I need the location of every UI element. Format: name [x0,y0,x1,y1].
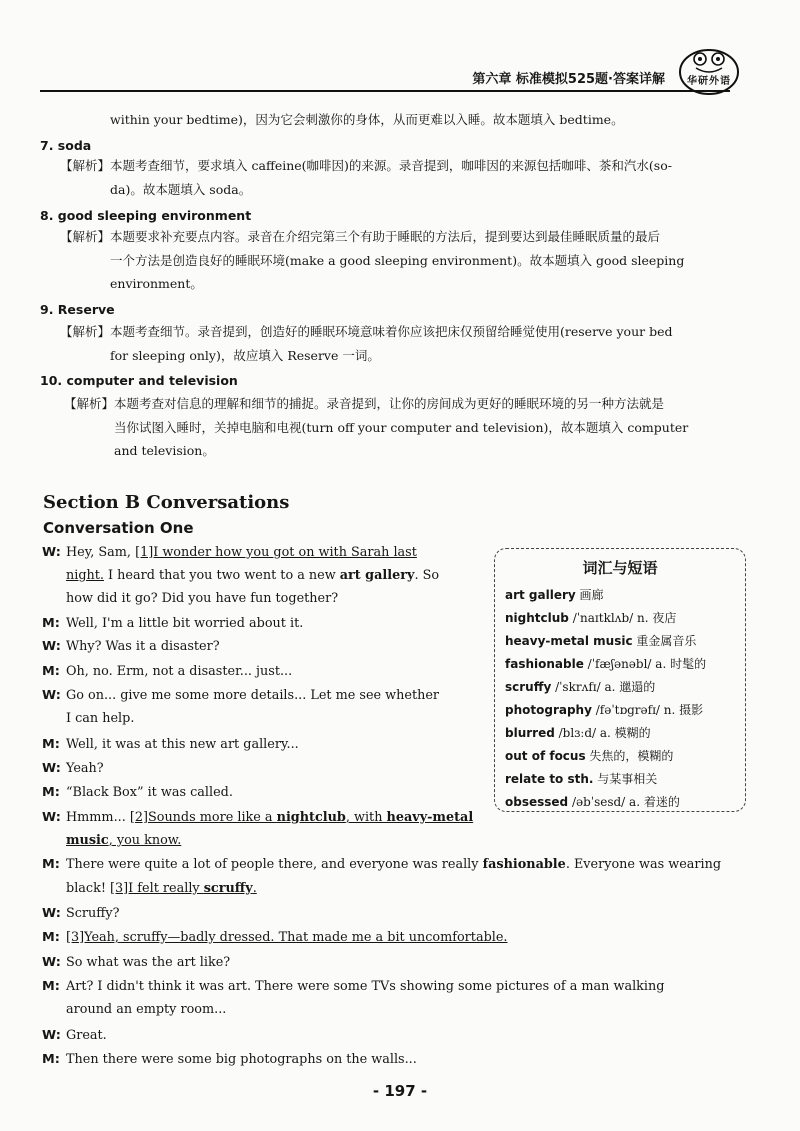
speaker-label: M: [42,737,60,752]
text: Well, I'm a little bit worried about it. [66,616,304,631]
speaker-label: M: [42,664,60,679]
answer-underline: night. [66,568,104,583]
vocab-term: scruffy [203,881,253,896]
vocab-item [505,632,696,649]
explanation-9 [60,320,744,367]
text: Why? Was it a disaster? [66,639,220,654]
dialogue-line [66,829,181,852]
explanation-tag: 【解析】 [60,229,111,244]
dialogue-line [42,853,721,876]
dialogue-line [42,926,508,949]
vocabulary-title: 词汇与短语 [582,559,658,577]
explanation-8 [60,225,744,296]
text: Yeah? [66,761,104,776]
dialogue-line [42,635,220,658]
dialogue-line [42,757,104,780]
explanation-line: 本题考查对信息的理解和细节的捕捉。录音提到，让你的房间成为更好的睡眠环境的另一种方法就是 [114,396,665,411]
vocab-item [505,678,655,695]
speaker-label: M: [42,857,60,872]
vocab-term: music [66,833,109,848]
speaker-label: W: [42,955,61,970]
vocab-word: scruffy [505,680,552,694]
dialogue-line [42,733,299,756]
speaker-label: W: [42,639,61,654]
vocab-word: art gallery [505,588,576,602]
explanation-line: and television。 [114,443,215,458]
explanation-tag: 【解析】 [64,396,115,411]
vocab-word: obsessed [505,795,569,809]
text: Go on... give me some more details... Let me see whether [66,688,440,703]
vocab-item [505,586,604,603]
vocab-definition: 失焦的，模糊的 [585,749,674,763]
dialogue-line [66,877,257,900]
dialogue-line [42,541,417,564]
dialogue-line [42,1024,107,1047]
vocab-item [505,793,680,810]
vocab-definition: /fəˈtɒgrəfɪ/ n. 摄影 [591,703,704,717]
header-title: 第六章 标准模拟525题·答案详解 [472,72,665,87]
conversation-title: Conversation One [43,519,194,537]
explanation-tag: 【解析】 [60,158,111,173]
vocab-item [505,770,657,787]
vocab-definition: /ˈnaɪtklʌb/ n. 夜店 [568,611,677,625]
vocab-definition: /əbˈsesd/ a. 着迷的 [568,795,680,809]
dialogue-line [42,1048,417,1071]
speaker-label: M: [42,1052,60,1067]
dialogue-line [66,564,439,587]
vocab-definition: /blɜːd/ a. 模糊的 [554,726,651,740]
vocab-item [505,655,706,672]
answer-underline: , with [345,810,387,825]
speaker-label: W: [42,688,61,703]
vocab-item [505,701,703,718]
answer-9: 9. Reserve [40,302,115,317]
explanation-10 [64,392,748,463]
speaker-label: W: [42,545,61,560]
explanation-line: for sleeping only)，故应填入 Reserve 一词。 [110,347,380,363]
speaker-label: W: [42,761,61,776]
text: There were quite a lot of people there, and everyone was really [66,857,483,872]
header-rule [40,90,730,92]
vocab-definition: 与某事相关 [593,772,658,786]
explanation-line: 当你试图入睡时，关掉电脑和电视(turn off your computer and television)，故本题填入 computer [114,419,689,435]
explanation-line: environment。 [110,276,203,291]
vocab-definition: 画廊 [575,588,604,602]
explanation-line: 本题要求补充要点内容。录音在介绍完第三个有助于睡眠的方法后，提到要达到最佳睡眠质量的最后 [110,229,661,244]
dialogue-line [42,975,664,998]
vocab-word: nightclub [505,611,569,625]
vocab-item [505,609,676,626]
vocab-definition: 重金属音乐 [632,634,697,648]
answer-underline: , you know. [108,833,182,848]
vocab-word: photography [505,703,592,717]
text: Hey, Sam, [66,545,136,560]
speaker-label: W: [42,1028,61,1043]
explanation-line: da)。故本题填入 soda。 [110,181,252,197]
dialogue-line: around an empty room... [66,1002,227,1017]
explanation-7 [60,154,744,201]
vocab-word: fashionable [505,657,584,671]
dialogue-line [42,806,473,829]
vocab-term: heavy-metal [386,810,474,825]
vocab-word: blurred [505,726,555,740]
dialogue-line: how did it go? Did you have fun together? [66,591,339,606]
answer-underline: . [252,881,257,896]
text: Hmmm... [66,810,130,825]
text: Scruffy? [66,906,120,921]
vocab-definition: /ˈskrʌfɪ/ a. 邋遢的 [551,680,656,694]
explanation-tag: 【解析】 [60,324,111,339]
dialogue-line: I can help. [66,711,135,726]
text: So what was the art like? [66,955,231,970]
answer-8: 8. good sleeping environment [40,208,252,223]
answer-underline: [3]Yeah, scruffy—badly dressed. That made me a bit uncomfortable. [66,930,508,945]
logo-text: 华研外语 [687,76,731,87]
explanation-line: 本题考查细节，要求填入 caffeine(咖啡因)的来源。录音提到，咖啡因的来源包括咖啡、茶和汽水(so- [110,158,672,173]
speaker-label: M: [42,979,60,994]
text: Then there were some big photographs on the walls... [66,1052,417,1067]
dialogue-line [42,902,119,925]
section-title: Section B Conversations [43,492,290,513]
text: . Everyone was wearing [565,857,722,872]
dialogue-line [42,612,303,635]
page-number: - 197 - [372,1082,428,1100]
text: . So [414,568,440,583]
vocab-term: fashionable [482,857,566,872]
answer-underline: [3]I felt really [110,881,204,896]
vocab-definition: /ˈfæʃənəbl/ a. 时髦的 [583,657,707,671]
text: Great. [66,1028,107,1043]
vocab-word: heavy-metal music [505,634,633,648]
text: black! [66,881,111,896]
speaker-label: W: [42,906,61,921]
vocabulary-box [494,548,746,812]
text: I heard that you two went to a new [103,568,340,583]
vocab-word: out of focus [505,749,586,763]
speaker-label: M: [42,785,60,800]
speaker-label: W: [42,810,61,825]
vocab-item [505,724,651,741]
speaker-label: M: [42,930,60,945]
dialogue-line [42,951,230,974]
speaker-label: M: [42,616,60,631]
answer-underline: [1]I wonder how you got on with Sarah last [135,545,417,560]
frog-logo-icon [678,46,740,96]
answer-underline: [2]Sounds more like a [129,810,277,825]
text: Oh, no. Erm, not a disaster... just... [66,664,293,679]
vocab-word: relate to sth. [505,772,594,786]
continuation-line: within your bedtime)，因为它会刺激你的身体，从而更难以入睡。故本题填入 bedtime。 [110,112,624,127]
dialogue-line [42,684,439,707]
answer-10: 10. computer and television [40,373,238,388]
dialogue-line [42,660,292,683]
dialogue-line [42,781,233,804]
text: “Black Box” it was called. [66,785,233,800]
explanation-line: 本题考查细节。录音提到，创造好的睡眠环境意味着你应该把床仅预留给睡觉使用(reserve your bed [110,324,673,339]
answer-7: 7. soda [40,138,92,153]
running-header [420,60,720,90]
vocab-item [505,747,673,764]
text: Well, it was at this new art gallery... [66,737,299,752]
vocab-term: art gallery [339,568,415,583]
vocab-term: nightclub [276,810,346,825]
text: Art? I didn't think it was art. There were some TVs showing some pictures of a man walking [66,979,665,994]
explanation-line: 一个方法是创造良好的睡眠环境(make a good sleeping environment)。故本题填入 good sleeping [110,252,685,268]
